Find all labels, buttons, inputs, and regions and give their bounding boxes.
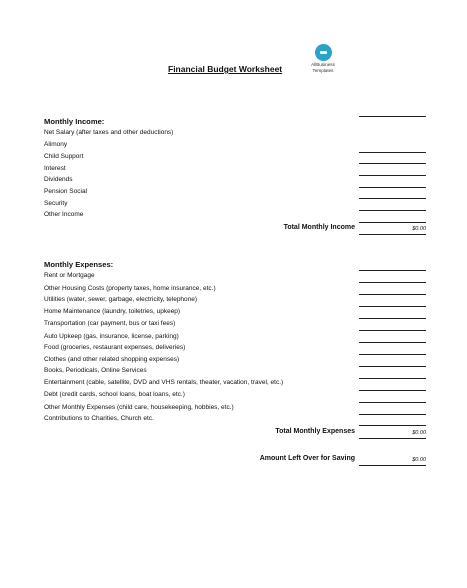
income-entry-line[interactable] <box>359 198 426 199</box>
expense-entry-line[interactable] <box>359 330 426 331</box>
income-heading: Monthly Income: <box>44 117 105 126</box>
income-item: Pension Social <box>44 188 87 195</box>
expense-entry-line[interactable] <box>359 306 426 307</box>
income-item: Net Salary (after taxes and other deductions) <box>44 129 174 136</box>
expense-item: Clothes (and other related shopping expenses) <box>44 356 180 363</box>
expense-item: Rent or Mortgage <box>44 272 95 279</box>
income-item: Alimony <box>44 141 68 148</box>
income-item: Other Income <box>44 211 84 218</box>
expense-entry-line[interactable] <box>359 366 426 367</box>
expense-entry-line[interactable] <box>359 318 426 319</box>
income-item: Child Support <box>44 153 84 160</box>
expense-item: Transportation (car payment, bus or taxi fees) <box>44 320 176 327</box>
savings-label: Amount Left Over for Saving <box>259 455 355 462</box>
logo-line1: AllBusiness <box>311 62 335 67</box>
savings-value: $0.00 <box>412 457 426 463</box>
expense-item: Other Monthly Expenses (child care, housekeeping, hobbies, etc.) <box>44 404 234 411</box>
expense-item: Other Housing Costs (property taxes, home insurance, etc.) <box>44 285 216 292</box>
expense-entry-line[interactable] <box>359 354 426 355</box>
income-item: Security <box>44 200 68 207</box>
income-item: Dividends <box>44 176 73 183</box>
income-header-line[interactable] <box>359 116 426 117</box>
expense-entry-line[interactable] <box>359 342 426 343</box>
logo-icon <box>315 44 332 61</box>
expense-item: Home Maintenance (laundry, toiletries, upkeep) <box>44 308 181 315</box>
expense-item: Auto Upkeep (gas, insurance, license, parking) <box>44 333 179 340</box>
total-income-value: $0.00 <box>412 226 426 232</box>
expense-item: Utilities (water, sewer, garbage, electricity, telephone) <box>44 296 198 303</box>
income-entry-line[interactable] <box>359 163 426 164</box>
expense-entry-line[interactable] <box>359 282 426 283</box>
income-item: Interest <box>44 165 66 172</box>
total-income-underline <box>359 234 426 235</box>
expense-entry-line[interactable] <box>359 402 426 403</box>
expense-item: Books, Periodicals, Online Services <box>44 367 147 374</box>
expense-entry-line[interactable] <box>359 270 426 271</box>
expense-entry-line[interactable] <box>359 414 426 415</box>
total-expenses-underline <box>359 438 426 439</box>
income-entry-line[interactable] <box>359 152 426 153</box>
expense-entry-line[interactable] <box>359 390 426 391</box>
income-entry-line[interactable] <box>359 222 426 223</box>
expense-item: Food (groceries, restaurant expenses, deliveries) <box>44 344 186 351</box>
total-income-label: Total Monthly Income <box>283 224 355 231</box>
income-entry-line[interactable] <box>359 210 426 211</box>
expense-entry-line[interactable] <box>359 378 426 379</box>
expense-item: Entertainment (cable, satellite, DVD and VHS rentals, theater, vacation, travel, etc.) <box>44 379 284 386</box>
allbusiness-logo <box>303 44 343 73</box>
savings-underline <box>359 465 426 466</box>
logo-line2: Templates <box>312 68 334 73</box>
income-entry-line[interactable] <box>359 175 426 176</box>
expense-item: Debt (credit cards, school loans, boat loans, etc.) <box>44 391 185 398</box>
expense-item: Contributions to Charities, Church etc. <box>44 415 154 422</box>
expense-entry-line[interactable] <box>359 294 426 295</box>
expenses-heading: Monthly Expenses: <box>44 260 114 269</box>
worksheet-title: Financial Budget Worksheet <box>168 64 283 74</box>
total-expenses-value: $0.00 <box>412 430 426 436</box>
total-expenses-label: Total Monthly Expenses <box>275 428 355 435</box>
income-entry-line[interactable] <box>359 187 426 188</box>
expense-entry-line[interactable] <box>359 425 426 426</box>
